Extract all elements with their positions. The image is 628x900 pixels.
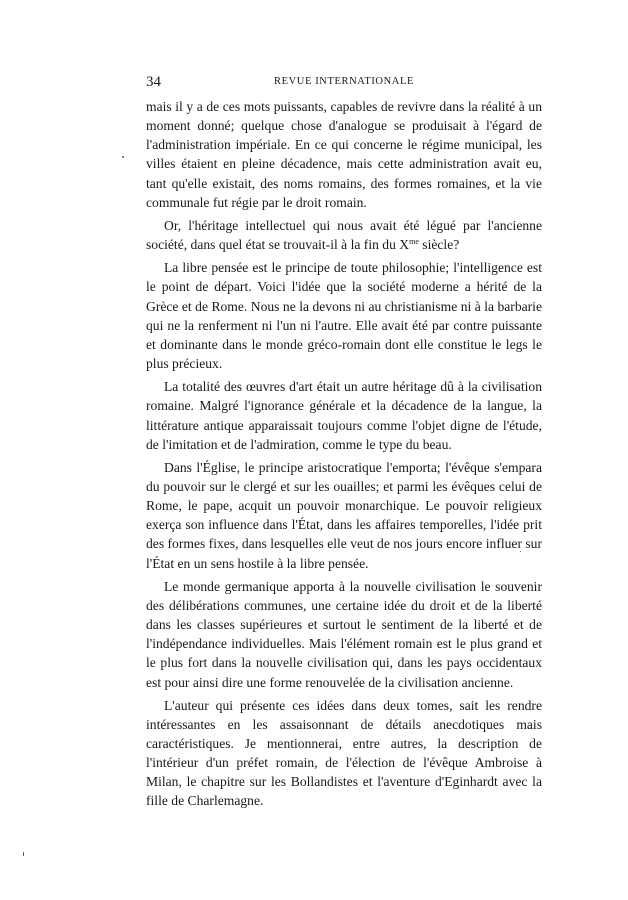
paragraph-heritage-question	[146, 216, 542, 254]
paragraph-free-thought: La libre pensée est le principe de toute philosophie; l'intelligence est le point de départ. Voici l'idée que la société moderne a hérité de la Grèce et de Rome. Nous ne la devons ni au christianisme ni à la barbarie qui ne la renferment ni l'un ni l'autre. Elle avait été par contre puissante et dominante dans le monde gréco-romain dont elle constitue le legs le plus précieux.	[146, 260, 542, 372]
article-body	[146, 97, 542, 815]
paragraph-continuation: mais il y a de ces mots puissants, capables de revivre dans la réalité à un moment donné; quelque chose d'analogue se produisait à l'égard de l'administration impériale. En ce qui concerne le régime municipal, les villes étaient en pleine décadence, mais cette administration avait eu, tant qu'elle existait, des noms romains, des formes romaines, et la vie communale fut régie par le droit romain.	[146, 99, 542, 210]
paper-speck	[122, 156, 124, 158]
paragraph-text-after: siècle?	[418, 237, 460, 253]
paragraph-author: L'auteur qui présente ces idées dans deux tomes, sait les rendre intéressantes en les assaisonnant de détails anecdotiques mais caractéristiques. Je mentionnerai, entre autres, la description de l'intérieur d'un préfet romain, de l'élection de l'évêque Ambroise à Milan, le chapitre sur les Bollandistes et l'aventure d'Eginhardt avec la fille de Charlemagne.	[146, 697, 542, 809]
paper-speck	[23, 852, 24, 856]
paragraph-text-before: Or, l'héritage intellectuel qui nous avait été légué par l'ancienne société, dans quel état se trouvait-il à la fin du X	[146, 217, 542, 253]
paper-speck	[520, 551, 521, 552]
journal-title: REVUE INTERNATIONALE	[273, 76, 415, 87]
paragraph-works-of-art: La totalité des œuvres d'art était un autre héritage dû à la civilisation romaine. Malgré l'ignorance générale et la décadence de la langue, la littérature antique apparaissait toujours comme l'objet digne de l'étude, de l'imitation et de l'admiration, comme le type du beau.	[146, 379, 542, 452]
page-number: 34	[146, 74, 161, 90]
paragraph-church: Dans l'Église, le principe aristocratique l'emporta; l'évêque s'empara du pouvoir sur le clergé et sur les ouailles; et parmi les évêques celui de Rome, le pape, acquit un pouvoir monarchique. Le pouvoir religieux exerça son influence dans l'État, dans les affaires temporelles, l'idée prit des formes fixes, dans lesquelles elle veut de nos jours encore influer sur l'État en un sens hostile à la libre pensée.	[146, 459, 542, 571]
century-superscript: me	[409, 237, 419, 247]
running-head	[146, 72, 542, 92]
paragraph-germanic-world: Le monde germanique apporta à la nouvelle civilisation le souvenir des délibérations communes, une certaine idée du droit et de la liberté dans les classes supérieures et surtout le sentiment de la liberté et de l'indépendance individuelles. Mais l'élément romain est le plus grand et le plus fort dans la nouvelle civilisation qui, dans les pays occidentaux est pour ainsi dire une forme renouvelée de la civilisation ancienne.	[146, 578, 542, 690]
